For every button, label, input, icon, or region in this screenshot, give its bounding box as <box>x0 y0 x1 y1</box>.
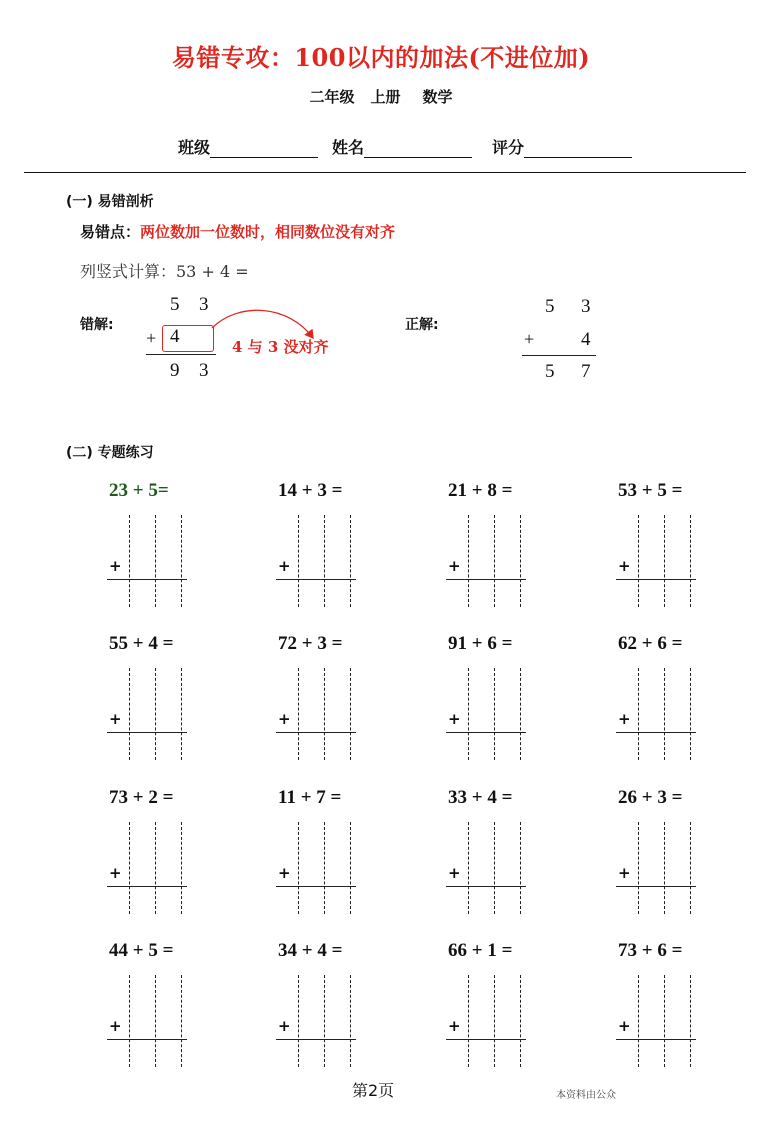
problem-title: 53 + 5 = <box>618 480 683 501</box>
digit-column-guide <box>350 515 351 607</box>
problem-title: 72 + 3 = <box>278 633 343 654</box>
problem-title: 44 + 5 = <box>109 940 174 961</box>
problem-title: 55 + 4 = <box>109 633 174 654</box>
digit-column-guide <box>520 515 521 607</box>
problem-plus-sign: + <box>618 710 631 728</box>
problem-sum-line <box>276 1039 356 1040</box>
wrong-plus-sign: + <box>146 328 157 348</box>
digit-column-guide <box>324 822 325 914</box>
wrong-addend: 4 <box>170 326 180 347</box>
source-note: 本资料由公众 <box>556 1090 616 1101</box>
problem-plus-sign: + <box>448 1017 461 1035</box>
problem-title: 21 + 8 = <box>448 480 513 501</box>
digit-column-guide <box>298 822 299 914</box>
wrong-top-tens: 5 <box>170 294 180 315</box>
name-field <box>332 135 472 158</box>
problem-sum-line <box>276 579 356 580</box>
digit-column-guide <box>638 668 639 760</box>
digit-column-guide <box>181 822 182 914</box>
digit-column-guide <box>494 668 495 760</box>
digit-column-guide <box>520 668 521 760</box>
section2-heading: (二) 专题练习 <box>66 445 154 461</box>
digit-column-guide <box>129 975 130 1067</box>
problem-plus-sign: + <box>278 557 291 575</box>
problem-plus-sign: + <box>109 864 122 882</box>
right-result-ones: 7 <box>581 361 591 382</box>
intro-text: 列竖式计算：53 + 4 = <box>80 262 249 281</box>
problem-plus-sign: + <box>448 864 461 882</box>
header-divider <box>24 172 746 173</box>
name-label: 姓名 <box>332 138 365 157</box>
problem-title: 73 + 6 = <box>618 940 683 961</box>
wrong-top-ones: 3 <box>199 294 209 315</box>
digit-column-guide <box>181 975 182 1067</box>
problem-plus-sign: + <box>448 710 461 728</box>
digit-column-guide <box>494 975 495 1067</box>
grade-text: 二年级 <box>309 88 355 106</box>
right-top-ones: 3 <box>581 296 591 317</box>
problem-plus-sign: + <box>109 557 122 575</box>
problem-plus-sign: + <box>618 864 631 882</box>
digit-column-guide <box>181 515 182 607</box>
digit-column-guide <box>129 822 130 914</box>
digit-column-guide <box>129 515 130 607</box>
score-field <box>492 135 632 158</box>
problem-plus-sign: + <box>618 1017 631 1035</box>
problem-sum-line <box>616 579 696 580</box>
digit-column-guide <box>664 515 665 607</box>
problem-sum-line <box>446 1039 526 1040</box>
digit-column-guide <box>324 515 325 607</box>
digit-column-guide <box>690 975 691 1067</box>
problem-title: 66 + 1 = <box>448 940 513 961</box>
digit-column-guide <box>664 822 665 914</box>
problem-sum-line <box>616 1039 696 1040</box>
digit-column-guide <box>468 822 469 914</box>
digit-column-guide <box>664 975 665 1067</box>
page-title: 易错专攻：100以内的加法(不进位加) <box>171 43 591 72</box>
digit-column-guide <box>324 975 325 1067</box>
digit-column-guide <box>638 515 639 607</box>
problem-title: 34 + 4 = <box>278 940 343 961</box>
digit-column-guide <box>155 975 156 1067</box>
digit-column-guide <box>181 668 182 760</box>
digit-column-guide <box>520 822 521 914</box>
digit-column-guide <box>638 822 639 914</box>
problem-title: 73 + 2 = <box>109 787 174 808</box>
wrong-sum-line <box>146 354 216 355</box>
problem-sum-line <box>107 1039 187 1040</box>
wrong-label: 错解: <box>80 317 114 333</box>
class-label: 班级 <box>178 138 211 157</box>
problem-title: 14 + 3 = <box>278 480 343 501</box>
digit-column-guide <box>155 515 156 607</box>
digit-column-guide <box>350 822 351 914</box>
wrong-result-tens: 9 <box>170 360 180 381</box>
digit-column-guide <box>690 668 691 760</box>
score-label: 评分 <box>492 138 525 157</box>
digit-column-guide <box>468 668 469 760</box>
class-blank[interactable] <box>210 139 318 158</box>
problem-sum-line <box>107 579 187 580</box>
problem-sum-line <box>446 579 526 580</box>
right-label: 正解: <box>405 317 439 333</box>
problem-plus-sign: + <box>278 710 291 728</box>
digit-column-guide <box>664 668 665 760</box>
volume-text: 上册 <box>370 88 401 106</box>
problem-sum-line <box>616 886 696 887</box>
class-field <box>178 135 318 158</box>
problem-plus-sign: + <box>109 710 122 728</box>
score-blank[interactable] <box>524 139 632 158</box>
problem-plus-sign: + <box>278 1017 291 1035</box>
wrong-result-ones: 3 <box>199 360 209 381</box>
problem-plus-sign: + <box>278 864 291 882</box>
digit-column-guide <box>350 668 351 760</box>
problem-title: 26 + 3 = <box>618 787 683 808</box>
problem-sum-line <box>107 886 187 887</box>
right-sum-line <box>522 355 596 356</box>
problem-title: 23 + 5= <box>109 480 169 501</box>
problem-title: 62 + 6 = <box>618 633 683 654</box>
right-top-tens: 5 <box>545 296 555 317</box>
problem-sum-line <box>616 732 696 733</box>
digit-column-guide <box>350 975 351 1067</box>
digit-column-guide <box>494 515 495 607</box>
error-point-text: 两位数加一位数时，相同数位没有对齐 <box>140 223 396 241</box>
right-result-tens: 5 <box>545 361 555 382</box>
digit-column-guide <box>690 515 691 607</box>
problem-plus-sign: + <box>448 557 461 575</box>
section1-heading: (一) 易错剖析 <box>66 194 154 210</box>
digit-column-guide <box>298 515 299 607</box>
digit-column-guide <box>468 515 469 607</box>
digit-column-guide <box>690 822 691 914</box>
error-point-label: 易错点： <box>80 223 141 241</box>
digit-column-guide <box>324 668 325 760</box>
problem-plus-sign: + <box>109 1017 122 1035</box>
digit-column-guide <box>155 668 156 760</box>
name-blank[interactable] <box>364 139 472 158</box>
error-point <box>80 221 395 242</box>
problem-sum-line <box>276 732 356 733</box>
misalign-note: 4 与 3 没对齐 <box>232 338 329 356</box>
problem-title: 33 + 4 = <box>448 787 513 808</box>
right-addend: 4 <box>581 329 591 350</box>
subtitle <box>0 86 762 107</box>
problem-sum-line <box>446 732 526 733</box>
problem-title: 91 + 6 = <box>448 633 513 654</box>
digit-column-guide <box>638 975 639 1067</box>
problem-sum-line <box>276 886 356 887</box>
digit-column-guide <box>298 668 299 760</box>
page-number: 第2页 <box>352 1081 395 1100</box>
digit-column-guide <box>468 975 469 1067</box>
subject-text: 数学 <box>422 88 453 106</box>
problem-title: 11 + 7 = <box>278 787 342 808</box>
digit-column-guide <box>129 668 130 760</box>
problem-sum-line <box>446 886 526 887</box>
problem-plus-sign: + <box>618 557 631 575</box>
digit-column-guide <box>520 975 521 1067</box>
digit-column-guide <box>494 822 495 914</box>
problem-sum-line <box>107 732 187 733</box>
right-plus-sign: + <box>524 329 535 349</box>
digit-column-guide <box>298 975 299 1067</box>
digit-column-guide <box>155 822 156 914</box>
